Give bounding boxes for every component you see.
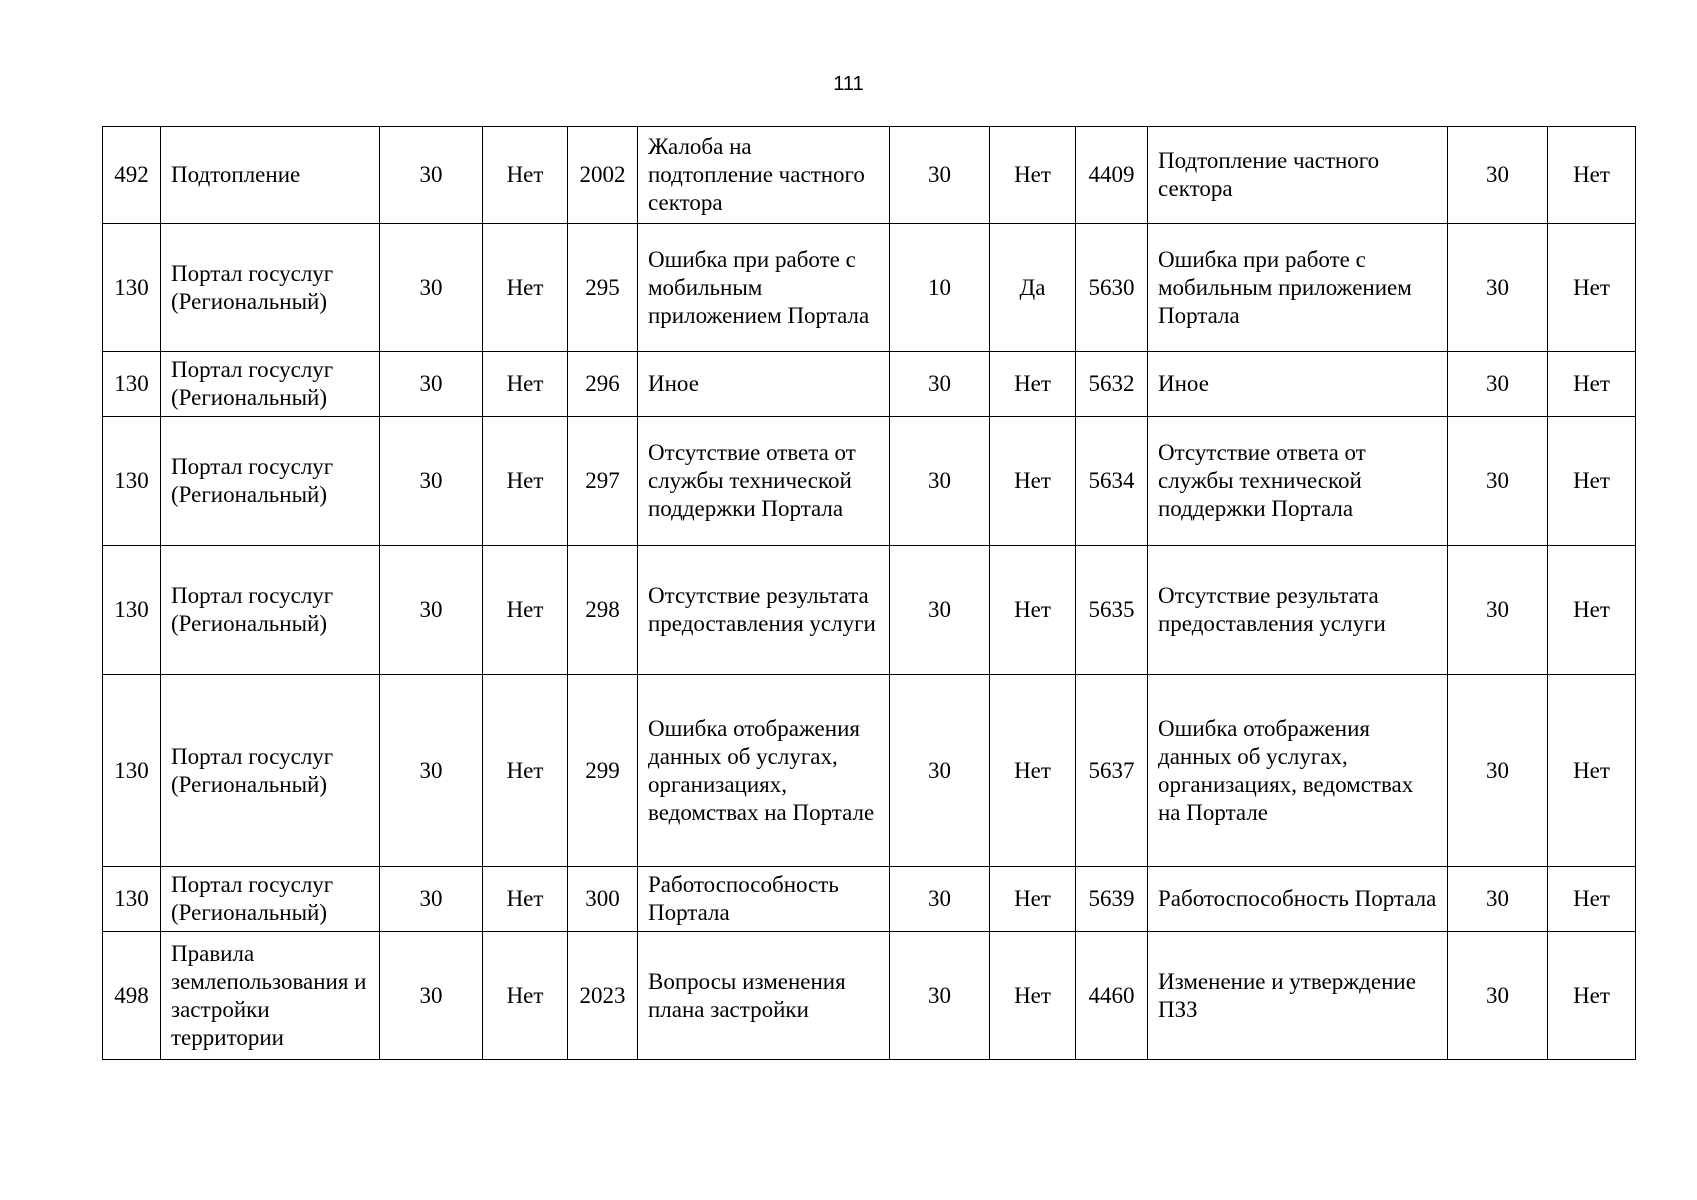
cell-code-3: 5634	[1076, 417, 1148, 546]
cell-name-3: Подтопление частного сектора	[1148, 127, 1448, 224]
cell-flag-1: Нет	[483, 867, 568, 932]
cell-days-1: 30	[380, 675, 483, 867]
cell-code-3: 5630	[1076, 224, 1148, 352]
cell-flag-3: Нет	[1548, 546, 1636, 675]
table-row	[103, 675, 1636, 867]
cell-flag-2: Да	[990, 224, 1076, 352]
cell-code-3: 4460	[1076, 932, 1148, 1060]
cell-days-2: 10	[890, 224, 990, 352]
cell-code-1: 492	[103, 127, 161, 224]
cell-name-1: Портал госуслуг (Региональный)	[161, 867, 380, 932]
cell-name-2: Вопросы изменения плана застройки	[638, 932, 890, 1060]
cell-name-1: Правила землепользования и застройки территории	[161, 932, 380, 1060]
cell-name-3: Ошибка отображения данных об услугах, организациях, ведомствах на Портале	[1148, 675, 1448, 867]
cell-days-3: 30	[1448, 675, 1548, 867]
cell-days-1: 30	[380, 127, 483, 224]
cell-days-1: 30	[380, 352, 483, 417]
cell-code-3: 5637	[1076, 675, 1148, 867]
table-row	[103, 352, 1636, 417]
cell-code-2: 295	[568, 224, 638, 352]
cell-code-2: 298	[568, 546, 638, 675]
cell-days-2: 30	[890, 867, 990, 932]
cell-code-2: 300	[568, 867, 638, 932]
cell-code-1: 130	[103, 417, 161, 546]
cell-flag-1: Нет	[483, 127, 568, 224]
cell-name-2: Отсутствие ответа от службы технической поддержки Портала	[638, 417, 890, 546]
cell-days-3: 30	[1448, 352, 1548, 417]
table-row	[103, 546, 1636, 675]
cell-name-2: Работоспособность Портала	[638, 867, 890, 932]
cell-flag-2: Нет	[990, 546, 1076, 675]
cell-flag-3: Нет	[1548, 417, 1636, 546]
cell-code-2: 296	[568, 352, 638, 417]
classifier-table	[102, 126, 1636, 1060]
cell-code-2: 2023	[568, 932, 638, 1060]
cell-flag-2: Нет	[990, 932, 1076, 1060]
cell-days-2: 30	[890, 932, 990, 1060]
cell-days-2: 30	[890, 675, 990, 867]
cell-code-2: 2002	[568, 127, 638, 224]
cell-flag-1: Нет	[483, 932, 568, 1060]
cell-code-2: 299	[568, 675, 638, 867]
cell-days-2: 30	[890, 546, 990, 675]
page-number: 111	[833, 73, 864, 95]
cell-name-3: Отсутствие ответа от службы технической поддержки Портала	[1148, 417, 1448, 546]
cell-name-3: Изменение и утверждение ПЗЗ	[1148, 932, 1448, 1060]
cell-code-2: 297	[568, 417, 638, 546]
cell-days-2: 30	[890, 417, 990, 546]
cell-name-1: Портал госуслуг (Региональный)	[161, 546, 380, 675]
cell-name-2: Иное	[638, 352, 890, 417]
table-row	[103, 127, 1636, 224]
cell-flag-1: Нет	[483, 224, 568, 352]
cell-days-2: 30	[890, 352, 990, 417]
cell-code-1: 130	[103, 546, 161, 675]
cell-code-1: 130	[103, 224, 161, 352]
cell-code-3: 5635	[1076, 546, 1148, 675]
cell-flag-1: Нет	[483, 417, 568, 546]
cell-flag-3: Нет	[1548, 352, 1636, 417]
cell-name-3: Отсутствие результата предоставления услуги	[1148, 546, 1448, 675]
cell-days-3: 30	[1448, 932, 1548, 1060]
cell-code-1: 498	[103, 932, 161, 1060]
cell-name-3: Ошибка при работе с мобильным приложением Портала	[1148, 224, 1448, 352]
cell-name-1: Портал госуслуг (Региональный)	[161, 675, 380, 867]
cell-code-3: 5639	[1076, 867, 1148, 932]
cell-code-1: 130	[103, 867, 161, 932]
cell-name-1: Портал госуслуг (Региональный)	[161, 224, 380, 352]
cell-name-3: Иное	[1148, 352, 1448, 417]
cell-days-1: 30	[380, 546, 483, 675]
cell-flag-3: Нет	[1548, 127, 1636, 224]
table-row	[103, 932, 1636, 1060]
cell-days-1: 30	[380, 932, 483, 1060]
cell-name-2: Отсутствие результата предоставления услуги	[638, 546, 890, 675]
cell-code-1: 130	[103, 675, 161, 867]
cell-flag-1: Нет	[483, 675, 568, 867]
table-row	[103, 224, 1636, 352]
cell-flag-3: Нет	[1548, 675, 1636, 867]
table-row	[103, 867, 1636, 932]
cell-flag-3: Нет	[1548, 867, 1636, 932]
cell-flag-2: Нет	[990, 867, 1076, 932]
cell-name-1: Портал госуслуг (Региональный)	[161, 352, 380, 417]
cell-days-3: 30	[1448, 867, 1548, 932]
cell-days-1: 30	[380, 417, 483, 546]
cell-flag-3: Нет	[1548, 932, 1636, 1060]
cell-days-1: 30	[380, 867, 483, 932]
cell-flag-3: Нет	[1548, 224, 1636, 352]
cell-code-3: 4409	[1076, 127, 1148, 224]
cell-days-3: 30	[1448, 127, 1548, 224]
cell-days-2: 30	[890, 127, 990, 224]
cell-days-3: 30	[1448, 546, 1548, 675]
cell-flag-2: Нет	[990, 675, 1076, 867]
cell-name-2: Ошибка при работе с мобильным приложением Портала	[638, 224, 890, 352]
cell-flag-1: Нет	[483, 352, 568, 417]
cell-days-3: 30	[1448, 417, 1548, 546]
cell-name-2: Жалоба на подтопление частного сектора	[638, 127, 890, 224]
cell-flag-2: Нет	[990, 417, 1076, 546]
table-row	[103, 417, 1636, 546]
cell-code-3: 5632	[1076, 352, 1148, 417]
cell-name-2: Ошибка отображения данных об услугах, организациях, ведомствах на Портале	[638, 675, 890, 867]
cell-name-3: Работоспособность Портала	[1148, 867, 1448, 932]
cell-code-1: 130	[103, 352, 161, 417]
cell-flag-2: Нет	[990, 352, 1076, 417]
cell-flag-2: Нет	[990, 127, 1076, 224]
cell-days-1: 30	[380, 224, 483, 352]
cell-flag-1: Нет	[483, 546, 568, 675]
cell-name-1: Подтопление	[161, 127, 380, 224]
cell-name-1: Портал госуслуг (Региональный)	[161, 417, 380, 546]
cell-days-3: 30	[1448, 224, 1548, 352]
